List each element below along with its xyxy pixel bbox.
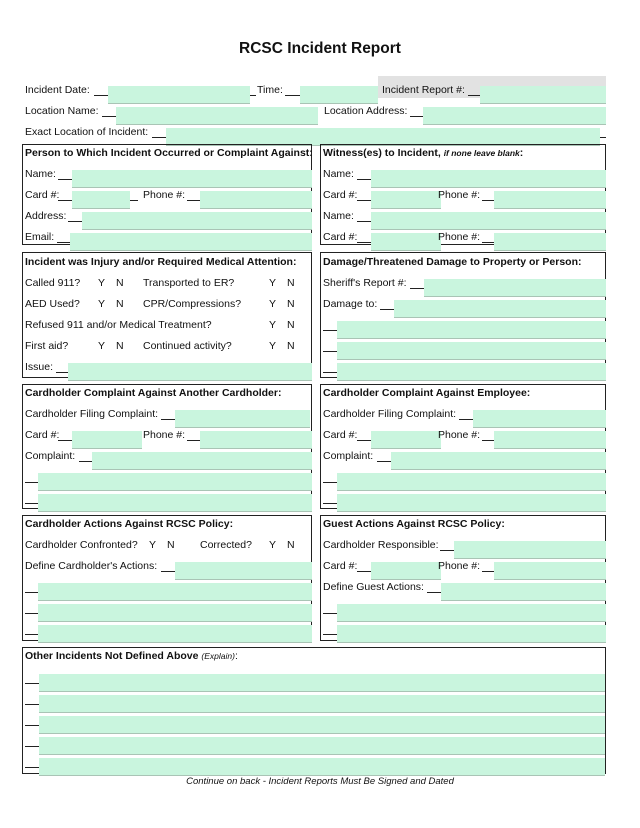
- footer-note: Continue on back - Incident Reports Must Be Signed and Dated: [186, 776, 454, 787]
- location-name-field[interactable]: [116, 107, 318, 125]
- witness-phone-label-1: Phone #:: [438, 189, 481, 201]
- emp-complaint-label: Complaint:: [323, 450, 374, 462]
- continued-label: Continued activity?: [143, 340, 232, 352]
- emp-card-label: Card #:: [323, 429, 358, 441]
- guest-actions-line-1[interactable]: [337, 604, 606, 622]
- confronted-yes[interactable]: Y: [149, 539, 157, 551]
- ch-vs-emp-heading: Cardholder Complaint Against Employee:: [323, 387, 531, 399]
- ch-card-field[interactable]: [72, 431, 142, 449]
- person-phone-field[interactable]: [200, 191, 312, 209]
- guest-responsible-field[interactable]: [454, 541, 606, 559]
- other-heading-colon: :: [234, 650, 238, 662]
- report-number-label: Incident Report #:: [382, 84, 465, 96]
- define-guest-actions-label: Define Guest Actions:: [323, 581, 424, 593]
- guest-heading: Guest Actions Against RCSC Policy:: [323, 518, 505, 530]
- issue-label: Issue:: [25, 361, 54, 373]
- other-heading-note: (Explain): [201, 651, 235, 661]
- time-label: Time:: [257, 84, 283, 96]
- confronted-no[interactable]: N: [167, 539, 175, 551]
- time-field[interactable]: [300, 86, 378, 104]
- define-ch-actions-label: Define Cardholder's Actions:: [25, 560, 158, 572]
- other-heading: [25, 650, 238, 662]
- location-name-label: Location Name:: [25, 105, 99, 117]
- ch-actions-line-1[interactable]: [38, 583, 312, 601]
- guest-responsible-label: Cardholder Responsible:: [323, 539, 439, 551]
- ch-phone-label: Phone #:: [143, 429, 186, 441]
- emp-phone-field[interactable]: [494, 431, 606, 449]
- aed-label: AED Used?: [25, 298, 80, 310]
- define-ch-actions-field[interactable]: [175, 562, 312, 580]
- other-line-3[interactable]: [39, 716, 605, 734]
- person-name-label: Name:: [25, 168, 56, 180]
- exact-location-label: Exact Location of Incident:: [25, 126, 149, 138]
- person-email-field[interactable]: [70, 233, 312, 251]
- witness-phone-label-2: Phone #:: [438, 231, 481, 243]
- person-email-label: Email:: [25, 231, 55, 243]
- witness-name-field-2[interactable]: [371, 212, 606, 230]
- aed-yes[interactable]: Y: [98, 298, 106, 310]
- first-aid-label: First aid?: [25, 340, 69, 352]
- first-aid-no[interactable]: N: [116, 340, 124, 352]
- corrected-label: Corrected?: [200, 539, 252, 551]
- ch-filing-field[interactable]: [175, 410, 310, 428]
- person-address-label: Address:: [25, 210, 67, 222]
- cpr-label: CPR/Compressions?: [143, 298, 242, 310]
- emp-filing-label: Cardholder Filing Complaint:: [323, 408, 457, 420]
- witness-heading-text: Witness(es) to Incident,: [323, 147, 441, 159]
- continued-no[interactable]: N: [287, 340, 295, 352]
- called-911-label: Called 911?: [25, 277, 81, 289]
- witness-card-field-1[interactable]: [371, 191, 441, 209]
- ch-actions-heading: Cardholder Actions Against RCSC Policy:: [25, 518, 234, 530]
- ch-actions-line-2[interactable]: [38, 604, 312, 622]
- guest-card-field[interactable]: [371, 562, 441, 580]
- ch-complaint-line-1[interactable]: [38, 473, 312, 491]
- damage-line-1[interactable]: [337, 321, 606, 339]
- damage-heading: Damage/Threatened Damage to Property or Person:: [323, 256, 582, 268]
- witness-card-label-2: Card #:: [323, 231, 358, 243]
- called-911-yes[interactable]: Y: [98, 277, 106, 289]
- guest-card-label: Card #:: [323, 560, 358, 572]
- other-line-4[interactable]: [39, 737, 605, 755]
- ch-complaint-field[interactable]: [92, 452, 312, 470]
- ch-complaint-line-2[interactable]: [38, 494, 312, 512]
- emp-phone-label: Phone #:: [438, 429, 481, 441]
- witness-card-label-1: Card #:: [323, 189, 358, 201]
- confronted-label: Cardholder Confronted?: [25, 539, 138, 551]
- location-address-label: Location Address:: [324, 105, 408, 117]
- ch-phone-field[interactable]: [200, 431, 312, 449]
- sheriff-report-field[interactable]: [424, 279, 606, 297]
- corrected-no[interactable]: N: [287, 539, 295, 551]
- ch-card-label: Card #:: [25, 429, 60, 441]
- page-title: RCSC Incident Report: [239, 40, 401, 57]
- witness-heading-colon: :: [519, 147, 524, 159]
- aed-no[interactable]: N: [116, 298, 124, 310]
- witness-phone-field-1[interactable]: [494, 191, 606, 209]
- incident-date-label: Incident Date:: [25, 84, 90, 96]
- person-card-label: Card #:: [25, 189, 60, 201]
- injury-section-box: [22, 252, 312, 378]
- witness-name-field-1[interactable]: [371, 170, 606, 188]
- emp-card-field[interactable]: [371, 431, 441, 449]
- sheriff-report-label: Sheriff's Report #:: [323, 277, 407, 289]
- person-name-field[interactable]: [72, 170, 312, 188]
- person-address-field[interactable]: [82, 212, 312, 230]
- witness-name-label-1: Name:: [323, 168, 354, 180]
- transported-no[interactable]: N: [287, 277, 295, 289]
- emp-filing-field[interactable]: [473, 410, 606, 428]
- refused-yes[interactable]: Y: [269, 319, 277, 331]
- refused-no[interactable]: N: [287, 319, 295, 331]
- continued-yes[interactable]: Y: [269, 340, 277, 352]
- guest-phone-label: Phone #:: [438, 560, 481, 572]
- damage-line-2[interactable]: [337, 342, 606, 360]
- ch-vs-ch-heading: Cardholder Complaint Against Another Cardholder:: [25, 387, 282, 399]
- issue-field[interactable]: [68, 363, 312, 381]
- person-heading: Person to Which Incident Occurred or Complaint Against:: [25, 147, 313, 159]
- corrected-yes[interactable]: Y: [269, 539, 277, 551]
- injury-heading: Incident was Injury and/or Required Medical Attention:: [25, 256, 297, 268]
- cpr-no[interactable]: N: [287, 298, 295, 310]
- emp-complaint-line-2[interactable]: [337, 494, 606, 512]
- witness-heading-note: if none leave blank: [443, 148, 520, 158]
- transported-yes[interactable]: Y: [269, 277, 277, 289]
- location-address-field[interactable]: [423, 107, 606, 125]
- person-phone-label: Phone #:: [143, 189, 186, 201]
- other-line-1[interactable]: [39, 674, 605, 692]
- person-card-field[interactable]: [72, 191, 130, 209]
- first-aid-yes[interactable]: Y: [98, 340, 106, 352]
- damage-to-field[interactable]: [394, 300, 606, 318]
- guest-actions-line-2[interactable]: [337, 625, 606, 643]
- ch-actions-line-3[interactable]: [38, 625, 312, 643]
- report-number-field[interactable]: [480, 86, 606, 104]
- emp-complaint-field[interactable]: [391, 452, 606, 470]
- incident-date-field[interactable]: [108, 86, 250, 104]
- witness-card-field-2[interactable]: [371, 233, 441, 251]
- guest-phone-field[interactable]: [494, 562, 606, 580]
- witness-name-label-2: Name:: [323, 210, 354, 222]
- witness-heading: [323, 147, 523, 159]
- other-heading-text: Other Incidents Not Defined Above: [25, 650, 199, 662]
- emp-complaint-line-1[interactable]: [337, 473, 606, 491]
- other-line-2[interactable]: [39, 695, 605, 713]
- cpr-yes[interactable]: Y: [269, 298, 277, 310]
- called-911-no[interactable]: N: [116, 277, 124, 289]
- refused-label: Refused 911 and/or Medical Treatment?: [25, 319, 212, 331]
- other-line-5[interactable]: [39, 758, 605, 776]
- witness-phone-field-2[interactable]: [494, 233, 606, 251]
- ch-filing-label: Cardholder Filing Complaint:: [25, 408, 159, 420]
- damage-to-label: Damage to:: [323, 298, 378, 310]
- damage-line-3[interactable]: [337, 363, 606, 381]
- transported-label: Transported to ER?: [143, 277, 235, 289]
- define-guest-actions-field[interactable]: [441, 583, 606, 601]
- ch-complaint-label: Complaint:: [25, 450, 76, 462]
